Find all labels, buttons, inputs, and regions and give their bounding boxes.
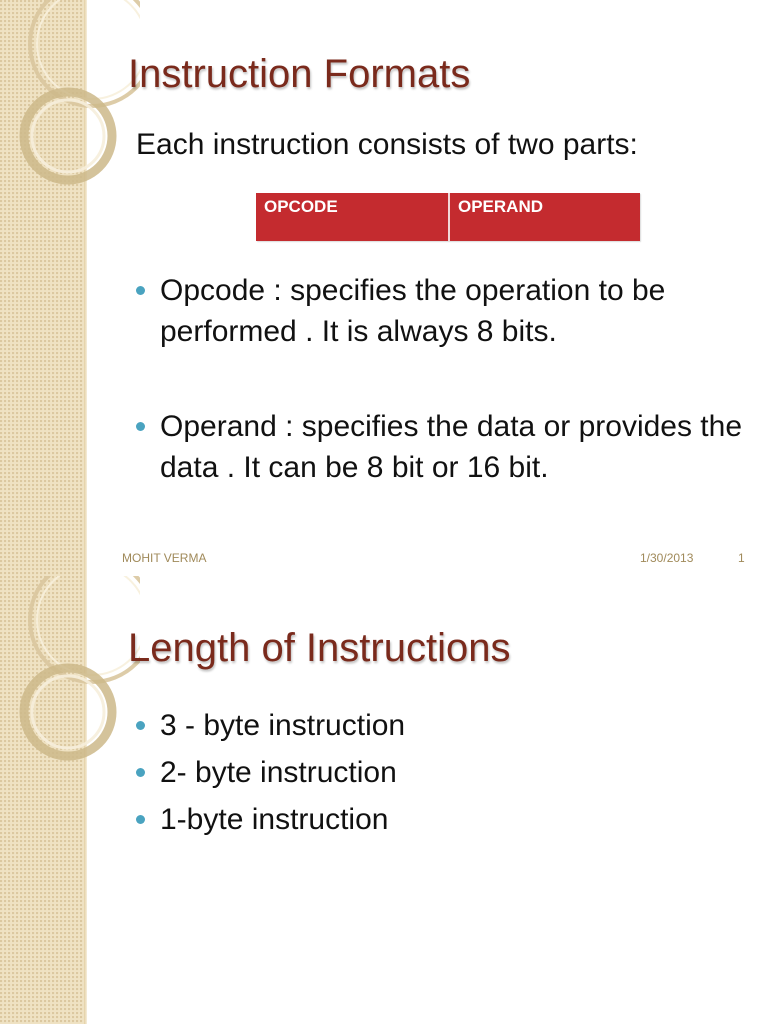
slide-2 <box>0 576 768 1024</box>
slide-subtitle: Each instruction consists of two parts: <box>136 128 638 161</box>
opcode-cell: OPCODE <box>256 193 448 241</box>
operand-cell: OPERAND <box>448 193 640 241</box>
instruction-format-table <box>256 193 640 241</box>
bullet-text: Opcode : specifies the operation to be performed . It is always 8 bits. <box>160 274 666 348</box>
footer-date: 1/30/2013 <box>640 551 694 565</box>
list-item <box>134 702 694 749</box>
bullet-text: 1-byte instruction <box>160 803 389 836</box>
list-item <box>134 796 694 843</box>
bullet-icon <box>136 768 145 777</box>
bullet-icon <box>136 286 145 295</box>
slide-title: Length of Instructions <box>128 626 511 670</box>
bullet-icon <box>136 422 145 431</box>
bullet-list <box>134 702 694 843</box>
bullet-text: 2- byte instruction <box>160 756 397 789</box>
decorative-rings-icon <box>0 576 140 776</box>
list-item <box>134 270 754 352</box>
list-item <box>134 406 754 488</box>
bullet-list <box>134 270 754 542</box>
bullet-text: 3 - byte instruction <box>160 709 406 742</box>
decorative-rings-icon <box>0 0 140 200</box>
bullet-icon <box>136 721 145 730</box>
footer-page-number: 1 <box>738 551 745 565</box>
list-item <box>134 749 694 796</box>
bullet-icon <box>136 815 145 824</box>
slide-title: Instruction Formats <box>128 52 471 96</box>
footer-author: MOHIT VERMA <box>122 551 207 565</box>
bullet-text: Operand : specifies the data or provides the data . It can be 8 bit or 16 bit. <box>160 410 743 484</box>
